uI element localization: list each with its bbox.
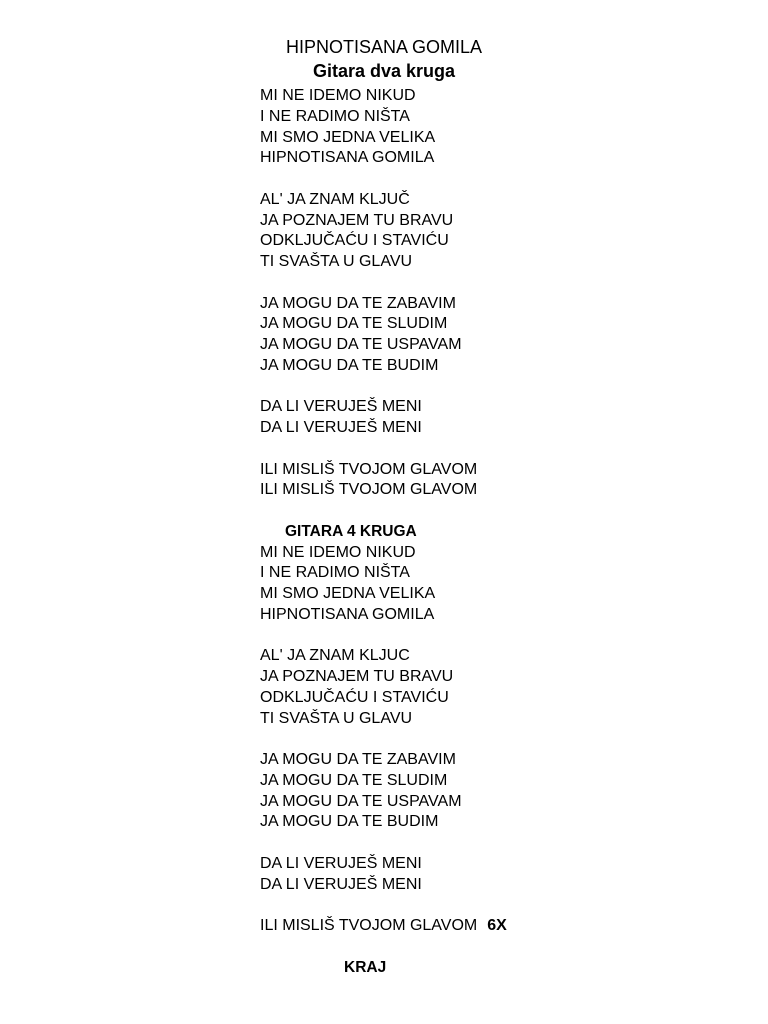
lyric-line: ILI MISLIŠ TVOJOM GLAVOM (260, 481, 478, 499)
verse (260, 190, 700, 273)
repeat-marker: 6X (487, 917, 507, 934)
lyric-line: AL' JA ZNAM KLJUC (260, 647, 410, 665)
lyric-line: JA POZNAJEM TU BRAVU (260, 211, 454, 229)
blank-line (260, 895, 700, 916)
ending-label: KRAJ (344, 958, 387, 976)
blank-line (260, 626, 700, 647)
lyric-line: JA MOGU DA TE USPAVAM (260, 792, 462, 810)
verse (260, 750, 700, 833)
lyric-line: TI SVAŠTA U GLAVU (260, 253, 413, 270)
lyric-line: I NE RADIMO NIŠTA (260, 564, 410, 582)
lyric-line: JA MOGU DA TE USPAVAM (260, 336, 462, 353)
verse (260, 460, 700, 502)
lyric-line: DA LI VERUJEŠ MENI (260, 398, 422, 416)
verse (260, 86, 700, 169)
blank-line (260, 439, 700, 460)
lyric-line: JA MOGU DA TE SLUDIM (260, 315, 448, 333)
lyric-line: HIPNOTISANA GOMILA (260, 149, 435, 167)
lyric-line: MI NE IDEMO NIKUD (260, 87, 416, 104)
blank-line (260, 273, 700, 294)
blank-line (260, 729, 700, 750)
lyric-line: ODKLJUČAĆU I STAVIĆU (260, 232, 449, 250)
lyric-line: JA MOGU DA TE SLUDIM (260, 771, 448, 789)
lyric-line: TI SVAŠTA U GLAVU (260, 709, 413, 727)
lyric-line: DA LI VERUJEŠ MENI (260, 875, 422, 893)
lyric-line: JA MOGU DA TE BUDIM (260, 356, 439, 374)
lyric-line: MI SMO JEDNA VELIKA (260, 585, 436, 602)
lyric-line: I NE RADIMO NIŠTA (260, 107, 410, 125)
blank-line (260, 937, 700, 958)
lyric-line: JA POZNAJEM TU BRAVU (260, 668, 454, 685)
lyrics-body (260, 86, 700, 978)
song-subtitle: Gitara dva kruga (312, 61, 456, 81)
blank-line (260, 833, 700, 854)
verse (260, 646, 700, 729)
section-heading: GITARA 4 KRUGA (285, 522, 417, 540)
lyric-line: DA LI VERUJEŠ MENI (260, 854, 422, 872)
lyric-line: ODKLJUČAĆU I STAVIĆU (260, 688, 449, 706)
lyric-line: JA MOGU DA TE ZABAVIM (260, 294, 456, 312)
lyric-line: JA MOGU DA TE ZABAVIM (260, 751, 456, 768)
lyric-line: ILI MISLIŠ TVOJOM GLAVOM (260, 460, 478, 478)
blank-line (260, 169, 700, 190)
verse (260, 397, 700, 439)
verse (260, 854, 700, 896)
lyric-line: MI NE IDEMO NIKUD (260, 543, 416, 561)
lyric-line: AL' JA ZNAM KLJUČ (260, 190, 410, 208)
lyric-line: MI SMO JEDNA VELIKA (260, 128, 436, 146)
final-lyric-line (260, 916, 700, 937)
verse (260, 543, 700, 626)
blank-line (260, 501, 700, 522)
lyric-line: JA MOGU DA TE BUDIM (260, 813, 439, 831)
blank-line (260, 377, 700, 398)
song-title: HIPNOTISANA GOMILA (285, 37, 483, 57)
lyric-text: ILI MISLIŠ TVOJOM GLAVOM (260, 917, 478, 934)
lyric-line: HIPNOTISANA GOMILA (260, 605, 435, 623)
lyric-line: DA LI VERUJEŠ MENI (260, 419, 422, 436)
verse (260, 294, 700, 377)
